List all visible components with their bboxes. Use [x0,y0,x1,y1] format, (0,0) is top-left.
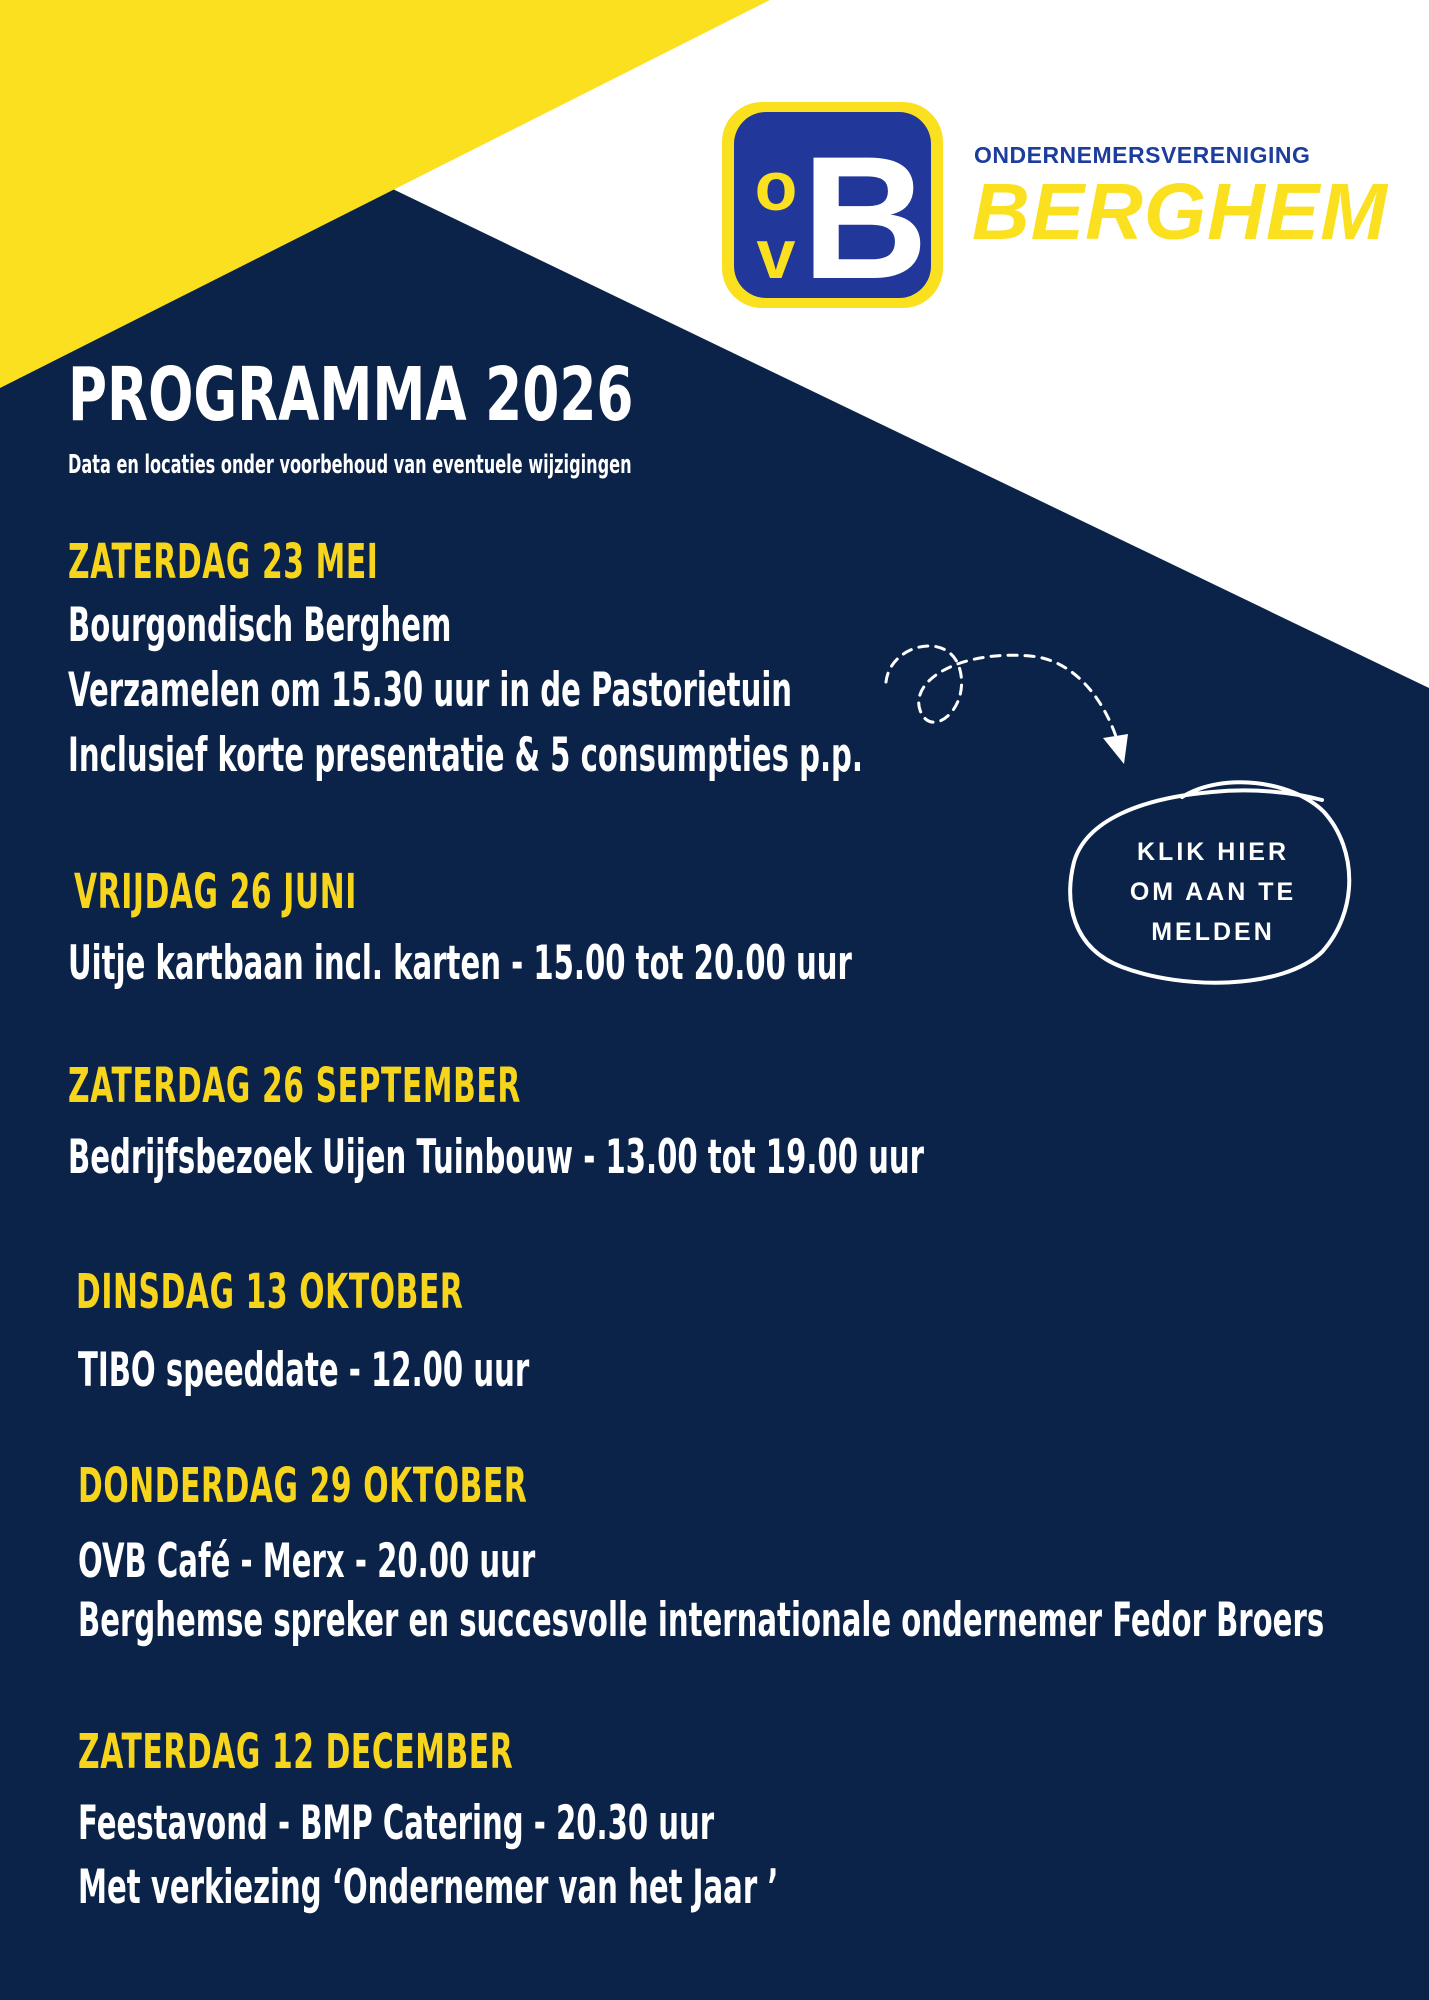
event-6-line-1: Feestavond - BMP Catering - 20.30 uur [78,1796,715,1851]
event-date-4: DINSDAG 13 OKTOBER [76,1264,464,1320]
event-1-line-2: Verzamelen om 15.30 uur in de Pastorietuin [68,663,793,718]
event-date-6: ZATERDAG 12 DECEMBER [78,1724,514,1780]
signup-line-1: KLIK HIER [1137,838,1289,866]
event-5-line-1: OVB Café - Merx - 20.00 uur [78,1534,536,1589]
org-name-big: BERGHEM [972,167,1388,256]
event-3-line-1: Bedrijfsbezoek Uijen Tuinbouw - 13.00 tot 19.00 uur [68,1130,924,1185]
event-date-5: DONDERDAG 29 OKTOBER [78,1458,528,1514]
org-name-small: ONDERNEMERSVERENIGING [974,142,1311,168]
signup-line-2: OM AAN TE [1129,878,1297,906]
event-2-line-1: Uitje kartbaan incl. karten - 15.00 tot 20.00 uur [68,936,852,991]
event-1-line-3: Inclusief korte presentatie & 5 consumpties p.p. [68,728,863,783]
event-5-line-2: Berghemse spreker en succesvolle internationale ondernemer Fedor Broers [78,1593,1325,1648]
dashed-arrow-icon [870,630,1140,770]
event-1-line-1: Bourgondisch Berghem [68,598,452,653]
event-date-2: VRIJDAG 26 JUNI [74,864,357,920]
page-title: PROGRAMMA 2026 [68,352,634,438]
signup-button[interactable] [1090,832,1336,952]
signup-line-3: MELDEN [1151,918,1275,946]
event-date-3: ZATERDAG 26 SEPTEMBER [68,1058,521,1114]
ovb-logo-icon [720,100,945,310]
page-subtitle: Data en locaties onder voorbehoud van eventuele wijzigingen [68,450,632,480]
logo-letter-v: v [756,215,796,293]
event-date-1: ZATERDAG 23 MEI [68,534,379,590]
event-4-line-1: TIBO speeddate - 12.00 uur [78,1343,530,1398]
logo-letter-b: B [801,121,929,310]
event-6-line-2: Met verkiezing ‘Ondernemer van het Jaar ’ [78,1860,779,1915]
logo-letter-o: o [754,147,798,225]
